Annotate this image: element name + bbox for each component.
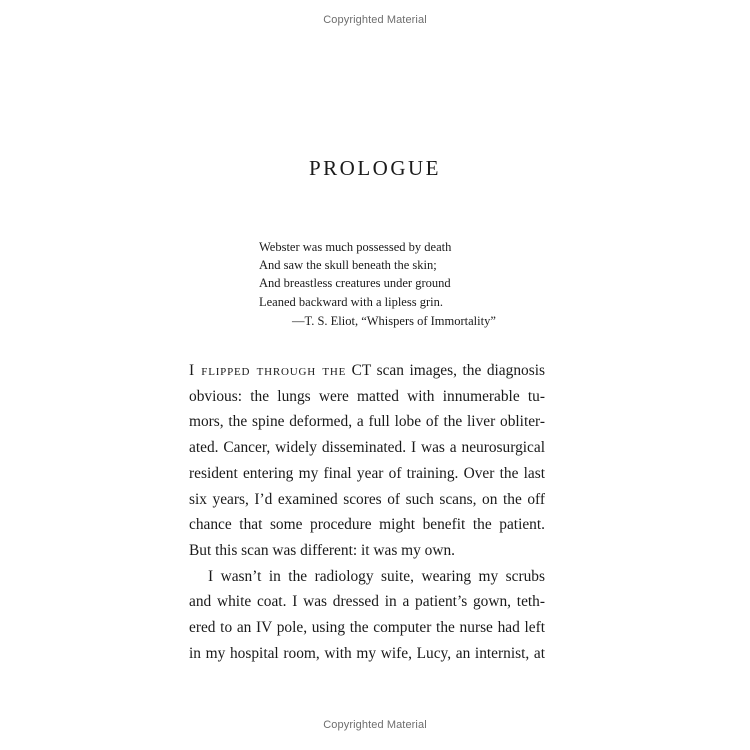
body-line: obvious: the lungs were matted with innumerable tu- xyxy=(189,387,545,405)
body-line: chance that some procedure might benefit the patient. xyxy=(189,516,545,534)
body-line xyxy=(189,358,545,384)
body-line: in my hospital room, with my wife, Lucy, an internist, at xyxy=(189,644,545,662)
copyright-watermark-bottom: Copyrighted Material xyxy=(323,719,427,731)
epigraph-line: Webster was much possessed by death xyxy=(259,240,452,254)
body-line: and white coat. I was dressed in a patient’s gown, teth- xyxy=(189,593,545,611)
epigraph-line: And saw the skull beneath the skin; xyxy=(259,258,437,273)
opening-smallcaps: I flipped through the xyxy=(189,362,347,379)
epigraph-line: Leaned backward with a lipless grin. xyxy=(259,294,443,309)
epigraph-line: And breastless creatures under ground xyxy=(259,276,451,291)
epigraph xyxy=(259,238,559,330)
epigraph-attribution: —T. S. Eliot, “Whispers of Immortality” xyxy=(292,313,496,328)
body-line: I wasn’t in the radiology suite, wearing my scrubs xyxy=(208,567,545,585)
body-line-text: CT scan images, the diagnosis xyxy=(346,362,545,379)
body-line: six years, I’d examined scores of such scans, on the off xyxy=(189,490,545,508)
body-line: ered to an IV pole, using the computer the nurse had left xyxy=(189,619,545,637)
body-line: But this scan was different: it was my own. xyxy=(189,541,456,559)
body-line: resident entering my final year of training. Over the last xyxy=(189,464,545,482)
body-text xyxy=(189,358,545,666)
copyright-watermark-top: Copyrighted Material xyxy=(323,14,427,26)
body-line: mors, the spine deformed, a full lobe of the liver obliter- xyxy=(189,413,545,431)
chapter-title: PROLOGUE xyxy=(308,156,441,180)
body-line: ated. Cancer, widely disseminated. I was a neurosurgical xyxy=(189,439,545,457)
